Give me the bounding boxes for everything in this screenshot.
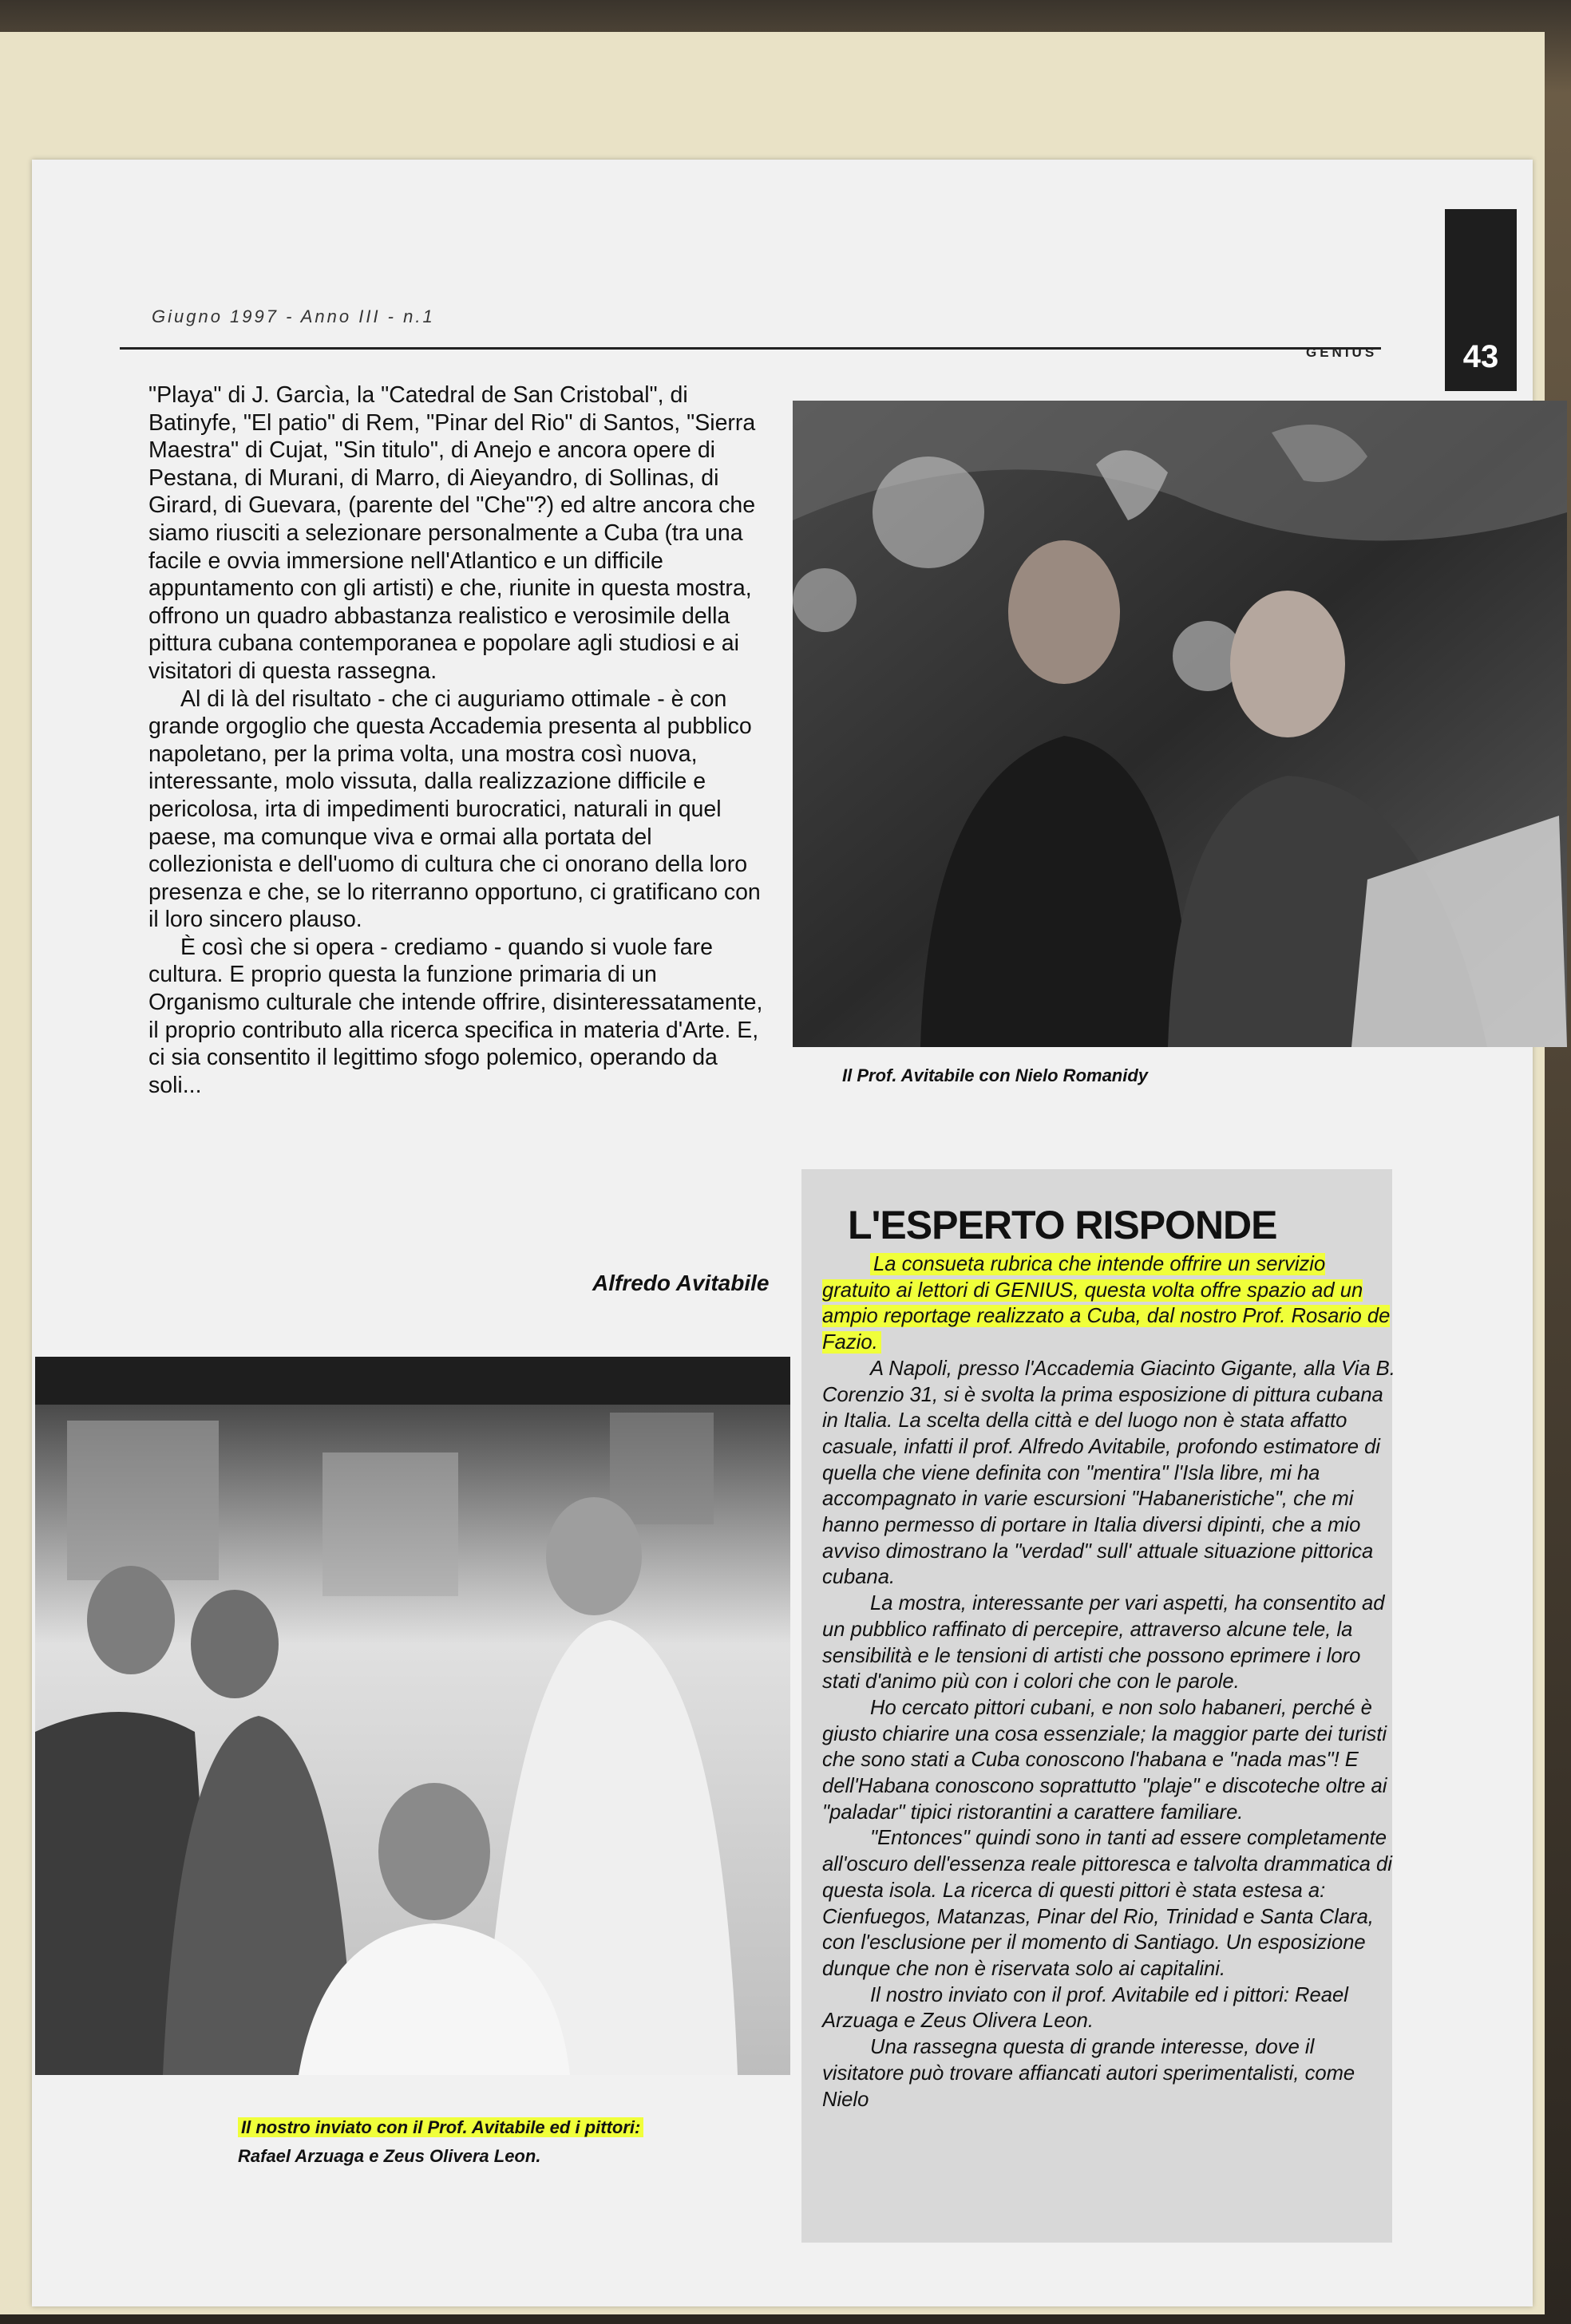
paragraph: Una rassegna questa di grande interesse, dove il visitatore può trovare affiancati autori sperimentalisti, come Nielo <box>822 2036 1355 2111</box>
paragraph: Ho cercato pittori cubani, e non solo habaneri, perché è giusto chiarire una cosa essenziale; la maggior parte dei turisti che sono stati a Cuba conoscono l'habana e "nada mas"! E dell'Habana conoscono soprattutto "plaje" e discoteche oltre ai "paladar" tipici ristorantini a carattere familiare. <box>822 1696 1387 1824</box>
author-signature: Alfredo Avitabile <box>592 1271 770 1295</box>
paragraph: È così che si opera - crediamo - quando si vuole fare cultura. E proprio questa la funzione primaria di un Organismo culturale che intende offrire, disinteressatamente, il proprio contributo alla ricerca specifica in materia d'Arte. E, ci sia consentito il legittimo sfogo polemico, operando da soli... <box>148 934 763 1098</box>
photo-caption <box>238 2113 643 2171</box>
paragraph: "Playa" di J. Garcìa, la "Catedral de San Cristobal", di Batinyfe, "El patio" di Rem, "Pinar del Rio" di Santos, "Sierra Maestra" di Cujat, "Sin titulo", di Anejo e ancora opere di Pestana, di Murani, di Marro, di Aieyandro, di Sollinas, di Girard, di Guevara, (parente del "Che"?) ed altre ancora che siamo riusciti a selezionare personalmente a Cuba (tra una facile e ovvia immersione nell'Atlantico e un difficile appuntamento con gli artisti) e che, riunite in questa mostra, offrono un quadro abbastanza realistico e verosimile della pittura cubana contemporanea e popolare agli studiosi e ai visitatori di questa rassegna. <box>148 382 756 684</box>
photo-image <box>35 1357 790 2075</box>
photo-avitabile-romanidy <box>793 401 1567 1047</box>
header-rule <box>120 347 1381 350</box>
paragraph: A Napoli, presso l'Accademia Giacinto Gigante, alla Via B. Corenzio 31, si è svolta la prima esposizione di pittura cubana in Italia. La scelta della città e del luogo non è stata affatto casuale, infatti il prof. Alfredo Avitabile, profondo estimatore di quella che viene definita con "mentira" l'Isla libre, mi ha accompagnato in varie escursioni "Habaneristiche", che mi hanno permesso di portare in Italia diversi dipinti, che a mio avviso dimostrano la "verdad" sull' attuale situazione pittorica cubana. <box>822 1357 1395 1589</box>
issue-info: Giugno 1997 - Anno III - n.1 <box>152 306 435 326</box>
photo-inviato-pittori <box>35 1357 790 2075</box>
caption-line: Il nostro inviato con il Prof. Avitabile ed i pittori: <box>238 2117 643 2137</box>
paragraph: Al di là del risultato - che ci auguriamo ottimale - è con grande orgoglio che questa Accademia presenta al pubblico napoletano, per la prima volta, una mostra così nuova, interessante, molo vissuta, dalla realizzazione difficile e pericolosa, irta di impedimenti burocratici, naturali in quel paese, ma comunque viva e ormai alla portata del collezionista e dell'uomo di cultura che ci onorano della loro presenza e che, se lo riterranno opportuno, ci gratificano con il loro sincero plauso. <box>148 686 761 933</box>
caption-line: Rafael Arzuaga e Zeus Olivera Leon. <box>238 2146 541 2166</box>
paragraph: Il nostro inviato con il prof. Avitabile ed i pittori: Reael Arzuaga e Zeus Olivera Leon. <box>822 1983 1348 2033</box>
photo-caption: Il Prof. Avitabile con Nielo Romanidy <box>842 1065 1149 1085</box>
left-column <box>148 381 771 1099</box>
photo-image <box>793 401 1567 1047</box>
box-body <box>822 1251 1397 2113</box>
paragraph: La mostra, interessante per vari aspetti, ha consentito ad un pubblico raffinato di percepire, attraverso alcune tele, la sensibilità e le tensioni di artisti che possono eprimere i loro stati d'animo più con i colori che con le parole. <box>822 1592 1385 1694</box>
highlighted-text: La consueta rubrica che intende offrire un servizio gratuito ai lettori di GENIUS, questa volta offre spazio ad un ampio reportage realizzato a Cuba, dal nostro Prof. Rosario de Fazio. <box>822 1253 1391 1354</box>
paragraph: "Entonces" quindi sono in tanti ad essere completamente all'oscuro dell'essenza reale pittoresca e talvolta drammatica di questa isola. La ricerca di questi pittori è stata estesa a: Cienfuegos, Matanzas, Pinar del Rio, Trinidad e Santa Clara, con l'esclusione per il momento di Santiago. Un esposizione dunque che non è riservata solo ai capitalini. <box>822 1827 1392 1980</box>
page-number: 43 <box>1462 339 1499 374</box>
magazine-name: GENIUS <box>1306 345 1378 360</box>
box-title: L'ESPERTO RISPONDE <box>848 1203 1277 1247</box>
paragraph <box>822 1251 1397 1356</box>
